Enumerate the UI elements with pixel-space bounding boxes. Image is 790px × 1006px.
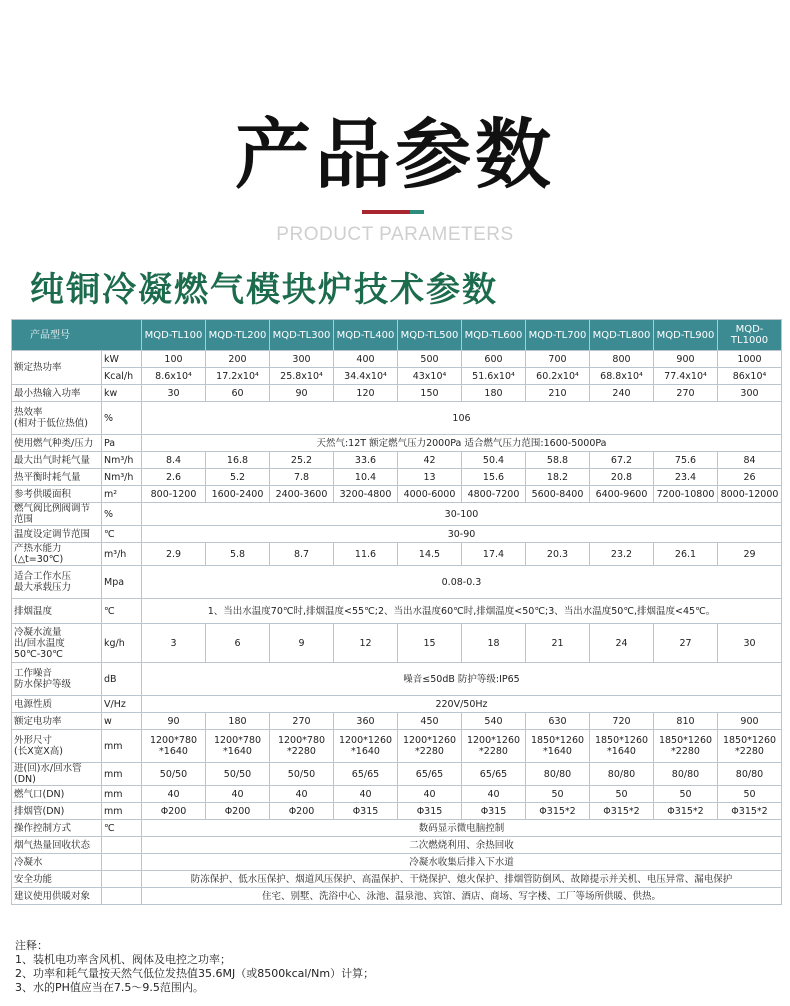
row-value: 13	[398, 469, 462, 486]
row-value: 210	[526, 385, 590, 402]
row-value-merged: 0.08-0.3	[142, 566, 782, 599]
row-label: 外形尺寸 (长X宽X高)	[12, 730, 102, 763]
row-value: Φ200	[206, 803, 270, 820]
row-label: 冷凝水	[12, 854, 102, 871]
row-label: 燃气口(DN)	[12, 786, 102, 803]
model-header-cell: MQD-TL800	[590, 320, 654, 351]
table-row	[12, 803, 782, 820]
row-value: 1850*1260 *1640	[526, 730, 590, 763]
row-value: 11.6	[334, 543, 398, 566]
table-row	[12, 503, 782, 526]
table-row	[12, 820, 782, 837]
row-value: 1850*1260 *1640	[590, 730, 654, 763]
notes-heading: 注释：	[15, 939, 48, 952]
table-row	[12, 368, 782, 385]
page-title: 产品参数	[235, 110, 555, 199]
row-value: 270	[654, 385, 718, 402]
row-value: 700	[526, 351, 590, 368]
row-unit: kw	[102, 385, 142, 402]
row-value: 1200*1260 *1640	[334, 730, 398, 763]
table-row	[12, 696, 782, 713]
row-value: 60	[206, 385, 270, 402]
row-value: 800-1200	[142, 486, 206, 503]
row-value: 20.8	[590, 469, 654, 486]
row-value: 400	[334, 351, 398, 368]
row-value: 60.2x10⁴	[526, 368, 590, 385]
row-label: 适合工作水压 最大承载压力	[12, 566, 102, 599]
row-unit: m²	[102, 486, 142, 503]
row-unit	[102, 854, 142, 871]
row-value: 58.8	[526, 452, 590, 469]
row-value: 100	[142, 351, 206, 368]
row-value: 80/80	[654, 763, 718, 786]
row-value: 800	[590, 351, 654, 368]
row-value: 25.8x10⁴	[270, 368, 334, 385]
row-value: 630	[526, 713, 590, 730]
row-value: 40	[270, 786, 334, 803]
row-label: 电源性质	[12, 696, 102, 713]
row-unit: %	[102, 402, 142, 435]
row-value: 900	[718, 713, 782, 730]
row-value: 43x10⁴	[398, 368, 462, 385]
row-unit	[102, 871, 142, 888]
row-value: 8.7	[270, 543, 334, 566]
row-value: 15.6	[462, 469, 526, 486]
row-value: 5.8	[206, 543, 270, 566]
row-value: 150	[398, 385, 462, 402]
model-header-cell: MQD-TL600	[462, 320, 526, 351]
row-value: 7200-10800	[654, 486, 718, 503]
table-row	[12, 435, 782, 452]
row-unit: mm	[102, 763, 142, 786]
model-header-cell: MQD-TL400	[334, 320, 398, 351]
row-value-merged: 数码显示微电脑控制	[142, 820, 782, 837]
row-value: Φ315*2	[590, 803, 654, 820]
row-unit: mm	[102, 803, 142, 820]
table-row	[12, 624, 782, 663]
row-value-merged: 220V/50Hz	[142, 696, 782, 713]
row-value: 600	[462, 351, 526, 368]
row-label: 排烟温度	[12, 599, 102, 624]
note-item: 2、功率和耗气量按天然气低位发热值35.6MJ（或8500kcal/Nm）计算；	[15, 967, 375, 980]
table-row	[12, 543, 782, 566]
row-unit: %	[102, 503, 142, 526]
row-value: 50	[654, 786, 718, 803]
row-value: 50/50	[206, 763, 270, 786]
row-label: 热效率 (相对于低位热值)	[12, 402, 102, 435]
row-label: 进(回)水/回水管(DN)	[12, 763, 102, 786]
row-value: 75.6	[654, 452, 718, 469]
row-value: 3200-4800	[334, 486, 398, 503]
row-value-merged: 噪音≤50dB 防护等级:IP65	[142, 663, 782, 696]
table-row	[12, 888, 782, 905]
row-value: 65/65	[398, 763, 462, 786]
row-value: 6	[206, 624, 270, 663]
row-value: 26.1	[654, 543, 718, 566]
table-row	[12, 854, 782, 871]
row-value: 15	[398, 624, 462, 663]
row-value: 40	[334, 786, 398, 803]
model-header: 产品型号	[12, 320, 142, 351]
row-value: 720	[590, 713, 654, 730]
row-label: 安全功能	[12, 871, 102, 888]
row-value: 14.5	[398, 543, 462, 566]
row-unit: Kcal/h	[102, 368, 142, 385]
row-value: 50/50	[270, 763, 334, 786]
row-unit: mm	[102, 786, 142, 803]
row-value: 84	[718, 452, 782, 469]
row-unit: V/Hz	[102, 696, 142, 713]
row-value: 80/80	[590, 763, 654, 786]
row-value: 300	[270, 351, 334, 368]
model-header-cell: MQD-TL900	[654, 320, 718, 351]
row-value: 21	[526, 624, 590, 663]
row-value: 1850*1260 *2280	[654, 730, 718, 763]
model-header-cell: MQD-TL100	[142, 320, 206, 351]
row-value: 200	[206, 351, 270, 368]
table-row	[12, 786, 782, 803]
row-value-merged: 二次燃烧利用、余热回收	[142, 837, 782, 854]
table-row	[12, 566, 782, 599]
table-row	[12, 730, 782, 763]
row-value-merged: 30-90	[142, 526, 782, 543]
row-unit: kg/h	[102, 624, 142, 663]
row-value: 270	[270, 713, 334, 730]
row-unit	[102, 837, 142, 854]
row-value: 300	[718, 385, 782, 402]
row-value: 65/65	[462, 763, 526, 786]
row-label: 最大出气时耗气量	[12, 452, 102, 469]
row-value: 90	[270, 385, 334, 402]
row-value: 30	[718, 624, 782, 663]
row-value: Φ315	[462, 803, 526, 820]
row-value: 4800-7200	[462, 486, 526, 503]
row-value: 51.6x10⁴	[462, 368, 526, 385]
row-value: 4000-6000	[398, 486, 462, 503]
row-value: Φ200	[270, 803, 334, 820]
note-item: 3、水的PH值应当在7.5～9.5范围内。	[15, 981, 204, 994]
row-value: 1600-2400	[206, 486, 270, 503]
row-unit: kW	[102, 351, 142, 368]
row-value: 24	[590, 624, 654, 663]
row-label: 冷凝水流量 出/回水温度 50℃-30℃	[12, 624, 102, 663]
row-value: 18	[462, 624, 526, 663]
row-unit: ℃	[102, 599, 142, 624]
row-value: 23.4	[654, 469, 718, 486]
table-row	[12, 526, 782, 543]
model-header-cell: MQD-TL300	[270, 320, 334, 351]
row-value: 50	[718, 786, 782, 803]
table-row	[12, 486, 782, 503]
row-label: 操作控制方式	[12, 820, 102, 837]
row-value: 16.8	[206, 452, 270, 469]
row-unit: w	[102, 713, 142, 730]
row-value: 33.6	[334, 452, 398, 469]
row-unit: m³/h	[102, 543, 142, 566]
model-header-cell: MQD-TL200	[206, 320, 270, 351]
row-label: 额定热功率	[12, 351, 102, 385]
row-label: 使用燃气种类/压力	[12, 435, 102, 452]
row-value: 500	[398, 351, 462, 368]
row-unit: dB	[102, 663, 142, 696]
row-value: 810	[654, 713, 718, 730]
row-value: 1200*780 *1640	[206, 730, 270, 763]
row-value: Φ315*2	[654, 803, 718, 820]
row-value: 23.2	[590, 543, 654, 566]
row-value: Φ200	[142, 803, 206, 820]
note-item: 1、装机电功率含风机、阀体及电控之功率；	[15, 953, 231, 966]
table-row	[12, 713, 782, 730]
model-header-cell: MQD-TL500	[398, 320, 462, 351]
row-value: 10.4	[334, 469, 398, 486]
row-value: 50.4	[462, 452, 526, 469]
row-value: 1200*780 *2280	[270, 730, 334, 763]
row-label: 参考供暖面积	[12, 486, 102, 503]
row-label: 燃气阀比例阀调节范围	[12, 503, 102, 526]
row-value-merged: 30-100	[142, 503, 782, 526]
row-value: 80/80	[526, 763, 590, 786]
row-unit: mm	[102, 730, 142, 763]
table-header-row	[12, 320, 782, 351]
row-value: 26	[718, 469, 782, 486]
row-value: 17.4	[462, 543, 526, 566]
row-label: 热平衡时耗气量	[12, 469, 102, 486]
row-value: Φ315*2	[718, 803, 782, 820]
row-value: 8000-12000	[718, 486, 782, 503]
table-row	[12, 763, 782, 786]
row-value: 5600-8400	[526, 486, 590, 503]
row-value: 90	[142, 713, 206, 730]
row-value: 180	[206, 713, 270, 730]
row-value: 1000	[718, 351, 782, 368]
row-value: 2.9	[142, 543, 206, 566]
row-value: 1200*1260 *2280	[462, 730, 526, 763]
row-value: 180	[462, 385, 526, 402]
row-value: 120	[334, 385, 398, 402]
row-value: Φ315*2	[526, 803, 590, 820]
row-value: 68.8x10⁴	[590, 368, 654, 385]
row-value: 77.4x10⁴	[654, 368, 718, 385]
section-title: 纯铜冷凝燃气模块炉技术参数	[30, 270, 498, 310]
row-value: Φ315	[398, 803, 462, 820]
row-value: 5.2	[206, 469, 270, 486]
row-value: 2.6	[142, 469, 206, 486]
row-value: 86x10⁴	[718, 368, 782, 385]
row-value-merged: 住宅、别墅、洗浴中心、泳池、温泉池、宾馆、酒店、商场、写字楼、工厂等场所供暖、供热。	[142, 888, 782, 905]
row-value: 1850*1260 *2280	[718, 730, 782, 763]
row-value: 50	[590, 786, 654, 803]
table-row	[12, 402, 782, 435]
row-value: 360	[334, 713, 398, 730]
row-value-merged: 1、当出水温度70℃时,排烟温度<55℃;2、当出水温度60℃时,排烟温度<50℃;3、当出水温度50℃,排烟温度<45℃。	[142, 599, 782, 624]
row-unit	[102, 888, 142, 905]
row-unit: Mpa	[102, 566, 142, 599]
row-label: 建议使用供暖对象	[12, 888, 102, 905]
row-label: 工作噪音 防水保护等级	[12, 663, 102, 696]
table-row	[12, 385, 782, 402]
row-label: 额定电功率	[12, 713, 102, 730]
row-unit: Pa	[102, 435, 142, 452]
row-value: 20.3	[526, 543, 590, 566]
row-label: 最小热输入功率	[12, 385, 102, 402]
spec-table	[11, 319, 782, 905]
page-subtitle: PRODUCT PARAMETERS	[276, 224, 514, 245]
row-label: 温度设定调节范围	[12, 526, 102, 543]
row-value: 80/80	[718, 763, 782, 786]
row-value: 8.6x10⁴	[142, 368, 206, 385]
row-value: 17.2x10⁴	[206, 368, 270, 385]
row-value: 3	[142, 624, 206, 663]
table-row	[12, 351, 782, 368]
row-value: 7.8	[270, 469, 334, 486]
row-value-merged: 106	[142, 402, 782, 435]
row-value: Φ315	[334, 803, 398, 820]
row-unit: ℃	[102, 526, 142, 543]
row-value: 2400-3600	[270, 486, 334, 503]
row-value: 40	[206, 786, 270, 803]
row-label: 烟气热量回收状态	[12, 837, 102, 854]
row-value: 240	[590, 385, 654, 402]
row-value: 900	[654, 351, 718, 368]
row-value: 34.4x10⁴	[334, 368, 398, 385]
title-accent-dot	[410, 210, 424, 214]
table-row	[12, 837, 782, 854]
row-value: 42	[398, 452, 462, 469]
row-unit: Nm³/h	[102, 452, 142, 469]
row-value-merged: 冷凝水收集后排入下水道	[142, 854, 782, 871]
notes	[15, 939, 374, 995]
row-value: 67.2	[590, 452, 654, 469]
row-value: 9	[270, 624, 334, 663]
row-value: 50/50	[142, 763, 206, 786]
row-unit: ℃	[102, 820, 142, 837]
row-value: 40	[142, 786, 206, 803]
row-value: 29	[718, 543, 782, 566]
row-value: 18.2	[526, 469, 590, 486]
table-row	[12, 469, 782, 486]
row-value: 40	[398, 786, 462, 803]
row-value-merged: 天然气:12T 额定燃气压力2000Pa 适合燃气压力范围:1600-5000Pa	[142, 435, 782, 452]
model-header-cell: MQD-TL700	[526, 320, 590, 351]
table-row	[12, 663, 782, 696]
table-row	[12, 452, 782, 469]
row-label: 产热水能力(△t=30℃)	[12, 543, 102, 566]
row-value: 1200*780 *1640	[142, 730, 206, 763]
row-value: 540	[462, 713, 526, 730]
row-value: 6400-9600	[590, 486, 654, 503]
row-value: 65/65	[334, 763, 398, 786]
row-value: 50	[526, 786, 590, 803]
row-value: 8.4	[142, 452, 206, 469]
row-value: 30	[142, 385, 206, 402]
row-value: 27	[654, 624, 718, 663]
row-value: 450	[398, 713, 462, 730]
table-row	[12, 599, 782, 624]
row-label: 排烟管(DN)	[12, 803, 102, 820]
row-value: 25.2	[270, 452, 334, 469]
row-value-merged: 防冻保护、低水压保护、烟道风压保护、高温保护、干烧保护、熄火保护、排烟管防倒风、故障提示并关机、电压异常、漏电保护	[142, 871, 782, 888]
row-value: 1200*1260 *2280	[398, 730, 462, 763]
row-value: 12	[334, 624, 398, 663]
row-unit: Nm³/h	[102, 469, 142, 486]
model-header-cell: MQD-TL1000	[718, 320, 782, 351]
spec-table-body	[12, 351, 782, 905]
row-value: 40	[462, 786, 526, 803]
table-row	[12, 871, 782, 888]
